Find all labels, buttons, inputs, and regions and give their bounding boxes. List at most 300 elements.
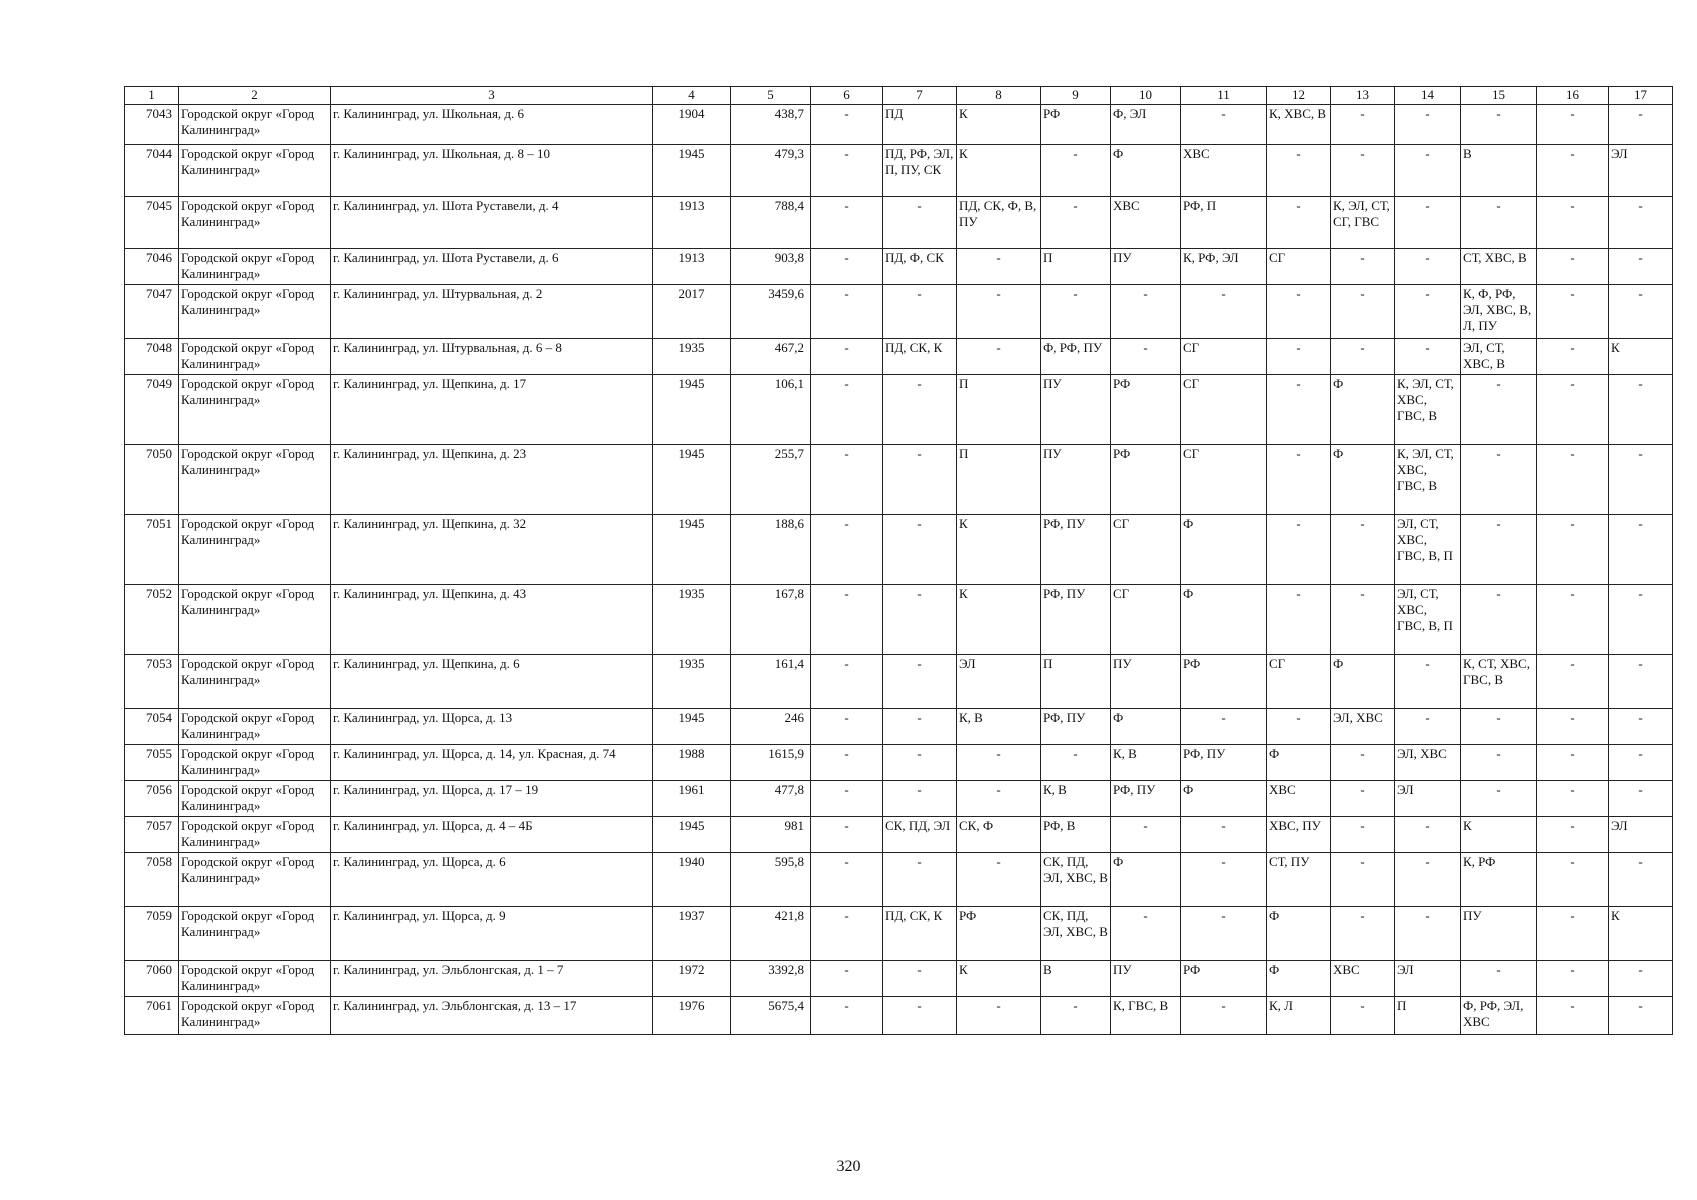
table-cell: - <box>1267 285 1331 339</box>
table-cell: - <box>1395 145 1461 197</box>
table-cell: - <box>1331 585 1395 655</box>
table-cell: - <box>1181 709 1267 745</box>
table-cell: - <box>957 997 1041 1035</box>
table-cell: ПУ <box>1111 249 1181 285</box>
table-cell: - <box>1331 145 1395 197</box>
table-cell: - <box>883 745 957 781</box>
table-cell: - <box>811 817 883 853</box>
table-cell: - <box>1461 961 1537 997</box>
table-cell: г. Калининград, ул. Щорса, д. 17 – 19 <box>331 781 653 817</box>
table-cell: К <box>1609 339 1673 375</box>
table-cell: - <box>1461 445 1537 515</box>
table-cell: 1976 <box>653 997 731 1035</box>
table-cell: 479,3 <box>731 145 811 197</box>
table-cell: Ф <box>1267 745 1331 781</box>
table-cell: - <box>811 197 883 249</box>
table-cell: СГ <box>1267 249 1331 285</box>
table-cell: 1615,9 <box>731 745 811 781</box>
table-cell: 421,8 <box>731 907 811 961</box>
table-cell: - <box>811 339 883 375</box>
table-cell: - <box>1537 853 1609 907</box>
header-cell: 15 <box>1461 87 1537 105</box>
table-cell: 1913 <box>653 249 731 285</box>
table-cell: Городской округ «Город Калининград» <box>179 105 331 145</box>
header-cell: 3 <box>331 87 653 105</box>
table-cell: 1961 <box>653 781 731 817</box>
table-cell: - <box>1331 105 1395 145</box>
header-cell: 11 <box>1181 87 1267 105</box>
table-cell: 1945 <box>653 145 731 197</box>
table-cell: - <box>811 781 883 817</box>
table-cell: - <box>811 515 883 585</box>
table-cell: СГ <box>1267 655 1331 709</box>
table-cell: - <box>1267 515 1331 585</box>
table-row <box>125 249 1673 285</box>
table-cell: - <box>883 445 957 515</box>
table-cell: - <box>1041 197 1111 249</box>
table-cell: - <box>811 853 883 907</box>
table-cell: - <box>1395 285 1461 339</box>
table-cell: - <box>1181 817 1267 853</box>
table-cell: - <box>883 585 957 655</box>
table-cell: - <box>1181 853 1267 907</box>
table-cell: 1937 <box>653 907 731 961</box>
table-cell: - <box>1609 997 1673 1035</box>
table-cell: РФ <box>1111 445 1181 515</box>
table-cell: - <box>1609 515 1673 585</box>
table-cell: Ф <box>1267 961 1331 997</box>
table-cell: 7058 <box>125 853 179 907</box>
table-cell: СК, ПД, ЭЛ, ХВС, В <box>1041 853 1111 907</box>
table-cell: - <box>1395 197 1461 249</box>
table-cell: - <box>1111 339 1181 375</box>
table-cell: - <box>957 781 1041 817</box>
header-cell: 10 <box>1111 87 1181 105</box>
table-cell: - <box>1395 339 1461 375</box>
table-cell: Городской округ «Город Калининград» <box>179 907 331 961</box>
table-cell: г. Калининград, ул. Эльблонгская, д. 13 – 17 <box>331 997 653 1035</box>
table-cell: - <box>883 853 957 907</box>
table-row <box>125 515 1673 585</box>
table-cell: Городской округ «Город Калининград» <box>179 249 331 285</box>
table-cell: - <box>1609 709 1673 745</box>
table-cell: ЭЛ <box>957 655 1041 709</box>
table-cell: - <box>811 709 883 745</box>
table-cell: Ф <box>1331 655 1395 709</box>
table-cell: г. Калининград, ул. Шота Руставели, д. 6 <box>331 249 653 285</box>
table-cell: 1972 <box>653 961 731 997</box>
table-cell: г. Калининград, ул. Щепкина, д. 23 <box>331 445 653 515</box>
table-cell: - <box>1537 655 1609 709</box>
table-cell: - <box>883 997 957 1035</box>
header-row <box>125 87 1673 105</box>
table-cell: - <box>1609 655 1673 709</box>
table-cell: В <box>1041 961 1111 997</box>
table-cell: - <box>811 445 883 515</box>
table-cell: 7048 <box>125 339 179 375</box>
table-cell: К, ХВС, В <box>1267 105 1331 145</box>
table-cell: 467,2 <box>731 339 811 375</box>
table-cell: - <box>1395 853 1461 907</box>
table-cell: г. Калининград, ул. Школьная, д. 8 – 10 <box>331 145 653 197</box>
table-cell: - <box>1537 445 1609 515</box>
table-cell: Ф <box>1267 907 1331 961</box>
table-cell: Ф <box>1181 515 1267 585</box>
table-cell: 7044 <box>125 145 179 197</box>
table-cell: - <box>883 655 957 709</box>
table-cell: 1935 <box>653 339 731 375</box>
table-cell: - <box>1537 249 1609 285</box>
table-cell: - <box>1609 445 1673 515</box>
table-cell: 1940 <box>653 853 731 907</box>
table-cell: РФ, ПУ <box>1041 515 1111 585</box>
table-cell: СТ, ПУ <box>1267 853 1331 907</box>
table-cell: г. Калининград, ул. Щепкина, д. 17 <box>331 375 653 445</box>
table-cell: Городской округ «Город Калининград» <box>179 709 331 745</box>
table-cell: ХВС, ПУ <box>1267 817 1331 853</box>
table-cell: 188,6 <box>731 515 811 585</box>
table-cell: - <box>1331 907 1395 961</box>
table-cell: СК, ПД, ЭЛ <box>883 817 957 853</box>
table-cell: Городской округ «Город Калининград» <box>179 745 331 781</box>
table-cell: 7060 <box>125 961 179 997</box>
table-cell: РФ, ПУ <box>1041 585 1111 655</box>
table-cell: - <box>1267 709 1331 745</box>
table-cell: ПД, РФ, ЭЛ, П, ПУ, СК <box>883 145 957 197</box>
table-cell: 1945 <box>653 375 731 445</box>
table-cell: - <box>957 285 1041 339</box>
table-cell: г. Калининград, ул. Щорса, д. 13 <box>331 709 653 745</box>
table-cell: К <box>957 961 1041 997</box>
table-cell: 7054 <box>125 709 179 745</box>
table-cell: ХВС <box>1267 781 1331 817</box>
table-cell: 106,1 <box>731 375 811 445</box>
table-cell: - <box>1267 197 1331 249</box>
table-cell: 7050 <box>125 445 179 515</box>
table-cell: К <box>1461 817 1537 853</box>
table-cell: - <box>1609 249 1673 285</box>
table-cell: ПД, СК, Ф, В, ПУ <box>957 197 1041 249</box>
table-cell: - <box>1609 105 1673 145</box>
table-row <box>125 197 1673 249</box>
table-cell: - <box>1537 585 1609 655</box>
table-cell: 3459,6 <box>731 285 811 339</box>
header-cell: 14 <box>1395 87 1461 105</box>
table-cell: ПД, СК, К <box>883 907 957 961</box>
table-row <box>125 997 1673 1035</box>
table-cell: - <box>811 145 883 197</box>
table-cell: К, Л <box>1267 997 1331 1035</box>
table-row <box>125 375 1673 445</box>
table-cell: 246 <box>731 709 811 745</box>
table-cell: - <box>1331 781 1395 817</box>
table-cell: - <box>811 249 883 285</box>
table-cell: - <box>883 961 957 997</box>
table-cell: К, РФ, ЭЛ <box>1181 249 1267 285</box>
table-cell: 5675,4 <box>731 997 811 1035</box>
table-cell: ПД <box>883 105 957 145</box>
table-cell: 1988 <box>653 745 731 781</box>
table-cell: К, СТ, ХВС, ГВС, В <box>1461 655 1537 709</box>
table-cell: 7046 <box>125 249 179 285</box>
table-cell: - <box>1267 375 1331 445</box>
table-cell: - <box>1609 961 1673 997</box>
table-cell: - <box>1395 907 1461 961</box>
table-cell: К, РФ <box>1461 853 1537 907</box>
table-cell: Ф <box>1181 781 1267 817</box>
table-cell: 167,8 <box>731 585 811 655</box>
table-cell: Городской округ «Город Калининград» <box>179 445 331 515</box>
table-row <box>125 961 1673 997</box>
table-cell: Ф <box>1111 145 1181 197</box>
table-cell: Ф <box>1111 709 1181 745</box>
table-cell: 3392,8 <box>731 961 811 997</box>
table-cell: - <box>1267 145 1331 197</box>
table-cell: - <box>811 997 883 1035</box>
table-cell: 1935 <box>653 585 731 655</box>
table-cell: - <box>1461 745 1537 781</box>
table-cell: П <box>1041 655 1111 709</box>
table-cell: - <box>1181 997 1267 1035</box>
table-cell: Городской округ «Город Калининград» <box>179 961 331 997</box>
table-cell: г. Калининград, ул. Штурвальная, д. 6 – 8 <box>331 339 653 375</box>
table-cell: К <box>957 105 1041 145</box>
table-cell: П <box>957 375 1041 445</box>
table-body <box>125 105 1673 1035</box>
table-cell: 595,8 <box>731 853 811 907</box>
table-cell: В <box>1461 145 1537 197</box>
table-cell: СГ <box>1181 445 1267 515</box>
table-cell: К, ЭЛ, СТ, СГ, ГВС <box>1331 197 1395 249</box>
table-cell: - <box>1537 339 1609 375</box>
table-cell: - <box>1331 515 1395 585</box>
table-cell: - <box>1537 781 1609 817</box>
table-cell: - <box>957 745 1041 781</box>
table-cell: - <box>1461 781 1537 817</box>
table-cell: 7057 <box>125 817 179 853</box>
table-cell: Городской округ «Город Калининград» <box>179 781 331 817</box>
table-cell: К, В <box>1111 745 1181 781</box>
table-cell: СК, ПД, ЭЛ, ХВС, В <box>1041 907 1111 961</box>
table-row <box>125 339 1673 375</box>
table-cell: - <box>1267 585 1331 655</box>
table-cell: ЭЛ, СТ, ХВС, В <box>1461 339 1537 375</box>
table-cell: ХВС <box>1181 145 1267 197</box>
page-number: 320 <box>836 1158 861 1175</box>
table-cell: - <box>1609 745 1673 781</box>
table-cell: - <box>1395 817 1461 853</box>
table-cell: 1945 <box>653 445 731 515</box>
table-cell: - <box>883 375 957 445</box>
table-cell: - <box>1267 445 1331 515</box>
header-cell: 8 <box>957 87 1041 105</box>
table-cell: - <box>1395 105 1461 145</box>
table-row <box>125 907 1673 961</box>
header-cell: 13 <box>1331 87 1395 105</box>
table-cell: ЭЛ <box>1395 961 1461 997</box>
table-cell: К, ЭЛ, СТ, ХВС, ГВС, В <box>1395 445 1461 515</box>
table-cell: 1913 <box>653 197 731 249</box>
table-cell: К <box>957 515 1041 585</box>
table-cell: ПУ <box>1111 961 1181 997</box>
table-row <box>125 745 1673 781</box>
table-cell: ХВС <box>1331 961 1395 997</box>
table-cell: - <box>883 709 957 745</box>
table-cell: г. Калининград, ул. Щорса, д. 14, ул. Красная, д. 74 <box>331 745 653 781</box>
table-cell: - <box>1111 817 1181 853</box>
table-cell: К, В <box>957 709 1041 745</box>
table-cell: 438,7 <box>731 105 811 145</box>
table-cell: г. Калининград, ул. Щорса, д. 4 – 4Б <box>331 817 653 853</box>
table-cell: РФ, ПУ <box>1111 781 1181 817</box>
table-cell: г. Калининград, ул. Школьная, д. 6 <box>331 105 653 145</box>
table-row <box>125 655 1673 709</box>
header-cell: 2 <box>179 87 331 105</box>
table-cell: - <box>883 285 957 339</box>
table-cell: Городской округ «Город Калининград» <box>179 339 331 375</box>
table-cell: 7045 <box>125 197 179 249</box>
header-cell: 9 <box>1041 87 1111 105</box>
table-cell: - <box>1609 197 1673 249</box>
table-cell: 255,7 <box>731 445 811 515</box>
table-cell: 7055 <box>125 745 179 781</box>
table-cell: 7047 <box>125 285 179 339</box>
header-cell: 5 <box>731 87 811 105</box>
table-cell: ПУ <box>1111 655 1181 709</box>
table-cell: - <box>1461 709 1537 745</box>
table-cell: ЭЛ <box>1609 145 1673 197</box>
table-cell: Городской округ «Город Калининград» <box>179 853 331 907</box>
table-cell: Ф <box>1331 375 1395 445</box>
table-cell: - <box>1041 285 1111 339</box>
table-cell: - <box>1395 709 1461 745</box>
table-cell: РФ <box>957 907 1041 961</box>
table-cell: 788,4 <box>731 197 811 249</box>
table-cell: 7061 <box>125 997 179 1035</box>
table-cell: - <box>1395 655 1461 709</box>
table-cell: Ф, РФ, ЭЛ, ХВС <box>1461 997 1537 1035</box>
table-cell: г. Калининград, ул. Щепкина, д. 32 <box>331 515 653 585</box>
table-cell: - <box>1267 339 1331 375</box>
table-row <box>125 445 1673 515</box>
table-cell: 7051 <box>125 515 179 585</box>
table-cell: - <box>1609 375 1673 445</box>
table-cell: 1945 <box>653 709 731 745</box>
table-cell: - <box>1111 285 1181 339</box>
table-cell: СТ, ХВС, В <box>1461 249 1537 285</box>
table-cell: ПУ <box>1041 375 1111 445</box>
table-cell: - <box>1537 197 1609 249</box>
table-row <box>125 817 1673 853</box>
table-cell: - <box>1331 817 1395 853</box>
table-cell: ПД, СК, К <box>883 339 957 375</box>
table-cell: РФ <box>1111 375 1181 445</box>
table-cell: - <box>1537 375 1609 445</box>
table-cell: 1945 <box>653 515 731 585</box>
table-cell: Городской округ «Город Калининград» <box>179 145 331 197</box>
table-cell: - <box>957 853 1041 907</box>
table-cell: - <box>1331 285 1395 339</box>
table-cell: 2017 <box>653 285 731 339</box>
table-cell: Городской округ «Город Калининград» <box>179 375 331 445</box>
table-cell: - <box>957 249 1041 285</box>
table-row <box>125 105 1673 145</box>
table-cell: 7043 <box>125 105 179 145</box>
table-cell: Городской округ «Город Калининград» <box>179 817 331 853</box>
table-cell: РФ <box>1181 961 1267 997</box>
table-cell: Ф <box>1111 853 1181 907</box>
table-cell: - <box>1041 997 1111 1035</box>
table-cell: - <box>811 285 883 339</box>
table-cell: РФ <box>1041 105 1111 145</box>
table-cell: Ф <box>1181 585 1267 655</box>
table-cell: - <box>1537 145 1609 197</box>
table-cell: г. Калининград, ул. Эльблонгская, д. 1 – 7 <box>331 961 653 997</box>
table-cell: 903,8 <box>731 249 811 285</box>
table-cell: Городской округ «Город Калининград» <box>179 515 331 585</box>
table-cell: П <box>1041 249 1111 285</box>
table-cell: Городской округ «Город Калининград» <box>179 655 331 709</box>
header-cell: 17 <box>1609 87 1673 105</box>
table-cell: - <box>1041 745 1111 781</box>
table-cell: - <box>1181 285 1267 339</box>
table-cell: ПД, Ф, СК <box>883 249 957 285</box>
table-row <box>125 781 1673 817</box>
table-cell: - <box>1181 105 1267 145</box>
table-cell: - <box>1331 249 1395 285</box>
table-cell: К, ГВС, В <box>1111 997 1181 1035</box>
data-table <box>124 86 1673 1035</box>
table-cell: 1904 <box>653 105 731 145</box>
table-cell: СК, Ф <box>957 817 1041 853</box>
table-cell: ЭЛ, СТ, ХВС, ГВС, В, П <box>1395 515 1461 585</box>
table-cell: Ф <box>1331 445 1395 515</box>
table-cell: 161,4 <box>731 655 811 709</box>
table-cell: 1945 <box>653 817 731 853</box>
table-cell: К <box>957 585 1041 655</box>
table-cell: К, В <box>1041 781 1111 817</box>
table-cell: РФ, ПУ <box>1041 709 1111 745</box>
table-cell: - <box>1537 817 1609 853</box>
table-cell: г. Калининград, ул. Щорса, д. 9 <box>331 907 653 961</box>
table-cell: - <box>811 961 883 997</box>
table-cell: г. Калининград, ул. Щорса, д. 6 <box>331 853 653 907</box>
table-cell: ПУ <box>1461 907 1537 961</box>
table-cell: - <box>1537 285 1609 339</box>
table-cell: К, Ф, РФ, ЭЛ, ХВС, В, Л, ПУ <box>1461 285 1537 339</box>
table-cell: 7056 <box>125 781 179 817</box>
table-cell: - <box>1041 145 1111 197</box>
table-cell: 7059 <box>125 907 179 961</box>
table-cell: СГ <box>1111 585 1181 655</box>
table-cell: г. Калининград, ул. Щепкина, д. 43 <box>331 585 653 655</box>
table-cell: ЭЛ <box>1609 817 1673 853</box>
table-cell: - <box>1537 105 1609 145</box>
table-cell: - <box>1461 585 1537 655</box>
table-header <box>125 87 1673 105</box>
table-cell: - <box>1537 709 1609 745</box>
table-cell: ЭЛ, СТ, ХВС, ГВС, В, П <box>1395 585 1461 655</box>
table-cell: - <box>811 375 883 445</box>
table-cell: г. Калининград, ул. Щепкина, д. 6 <box>331 655 653 709</box>
table-cell: Городской округ «Город Калининград» <box>179 197 331 249</box>
table-cell: РФ, В <box>1041 817 1111 853</box>
table-cell: - <box>1331 339 1395 375</box>
table-cell: ЭЛ, ХВС <box>1395 745 1461 781</box>
table-cell: К <box>957 145 1041 197</box>
table-cell: П <box>1395 997 1461 1035</box>
header-cell: 1 <box>125 87 179 105</box>
